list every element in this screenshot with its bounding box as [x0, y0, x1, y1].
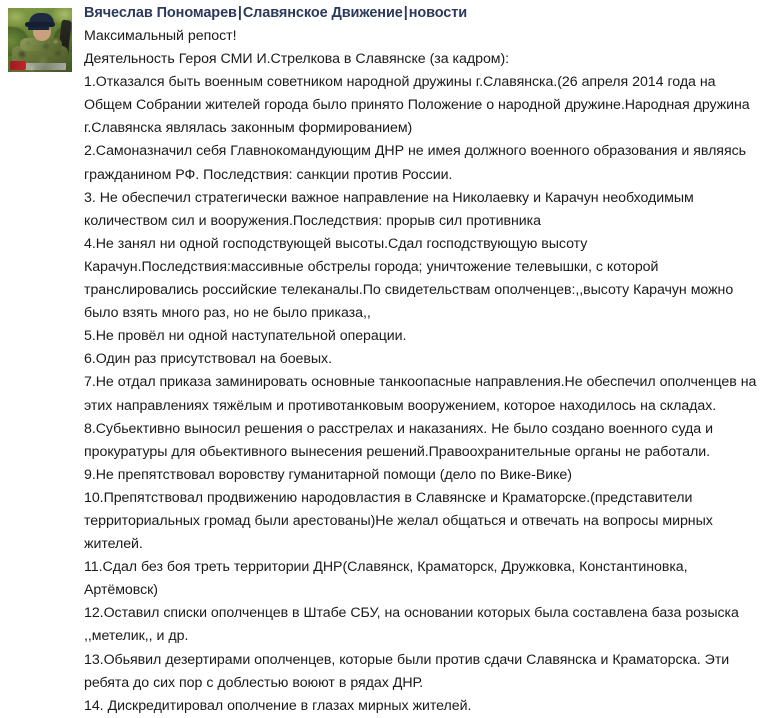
post-paragraph: 10.Препятствовал продвижению народовластия в Славянске и Краматорске.(представители территориальных громад были арестованы)Не желал общаться и отвечать на вопросы мирных жителей.	[84, 489, 713, 553]
post-paragraph: 1.Отказался быть военным советником народной дружины г.Славянска.(26 апреля 2014 года на Общем Собрании жителей города было принято Положение о народной дружине.Народная дружина г.Славянска являлась законным формированием)	[84, 74, 750, 137]
post-paragraph: 6.Один раз присутствовал на боевых.	[84, 351, 332, 368]
post-paragraph: 8.Субьективно выносил решения о расстрелах и наказаниях. Не было создано военного суда и прокуратуры для обьективного вынесения решений.Правоохранительные органы не работали.	[84, 420, 713, 460]
post-paragraph: 12.Оставил списки ополченцев в Штабе СБУ, на основании которых была составлена база розыска ,,метелик,, и др.	[84, 605, 739, 645]
post-paragraph: 14. Дискредитировал ополчение в глазах мирных жителей.	[84, 697, 472, 714]
post-paragraph: Максимальный репост!	[84, 28, 237, 44]
post-paragraph: 11.Сдал без боя треть территории ДНР(Славянск, Краматорск, Дружковка, Константиновка, Артёмовск)	[84, 559, 688, 599]
avatar-caption-strip	[24, 63, 66, 70]
post-paragraph: 2.Самоназначил себя Главнокомандующим ДНР не имея должного военного образования и являясь гражданином РФ. Последствия: санкции против России.	[84, 143, 746, 183]
post-paragraph: 3. Не обеспечил стратегически важное направление на Николаевку и Карачун необходимым количеством сил и вооружения.Последствия: прорыв сил противника	[84, 189, 694, 229]
post-paragraph: 5.Не провёл ни одной наступательной операции.	[84, 328, 407, 345]
avatar[interactable]	[8, 8, 72, 72]
community-link[interactable]: Славянское Движение	[242, 5, 403, 21]
avatar-red-patch	[10, 61, 26, 70]
post-paragraph: 7.Не отдал приказа заминировать основные танкоопасные направления.Не обеспечил ополченцев на этих направлениях тяжёлым и противотанковым вооружением, которое находилось на складах.	[84, 374, 757, 414]
post-content	[84, 0, 760, 718]
author-separator-1: |	[237, 5, 242, 21]
avatar-cap	[29, 13, 54, 26]
author-separator-2: |	[403, 5, 408, 21]
author-link[interactable]: Вячеслав Пономарев	[84, 5, 237, 21]
post-paragraph: 9.Не препятствовал воровству гуманитарной помощи (дело по Вике-Вике)	[84, 466, 572, 483]
post-author-line	[84, 0, 760, 23]
post-paragraph: Деятельность Героя СМИ И.Стрелкова в Славянске (за кадром):	[84, 51, 510, 68]
post-body	[84, 25, 760, 718]
section-link[interactable]: новости	[408, 5, 468, 21]
user-avatar-photo-icon	[8, 8, 72, 72]
post-paragraph: 4.Не занял ни одной господствующей высоты.Сдал господствующую высоту Карачун.Последствия:массивные обстрелы города; уничтожение телевышки, с которой транслировались российские телеканалы.По свидетельствам ополченцев:,,высоту Карачун можно было взять много раз, но не было приказа,,	[84, 235, 734, 322]
post-paragraph: 13.Обьявил дезертирами ополченцев, которые были против сдачи Славянска и Краматорска. Эти ребята до сих пор с доблестью воюют в рядах ДНР.	[84, 651, 730, 691]
